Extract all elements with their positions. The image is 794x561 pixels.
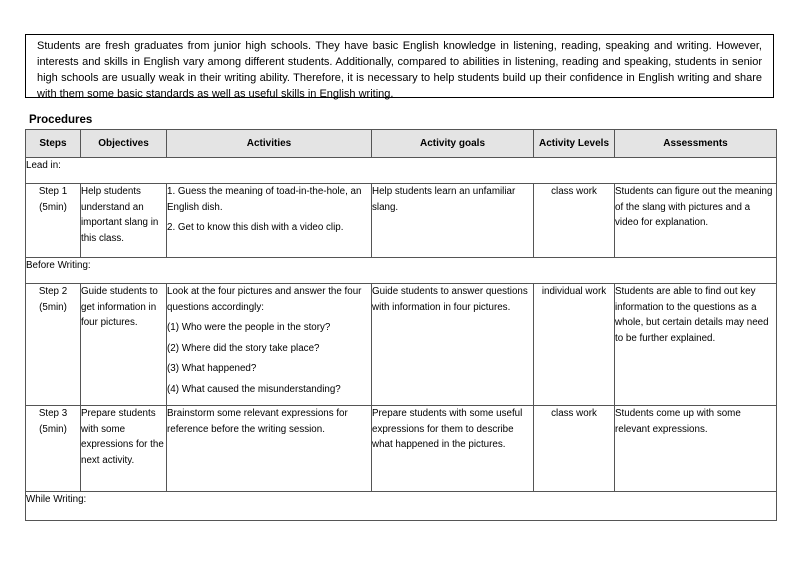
level-cell: class work	[534, 406, 615, 492]
header-activity-goals: Activity goals	[372, 130, 534, 158]
level-cell: individual work	[534, 284, 615, 406]
step-cell	[26, 406, 81, 492]
activity-line: 2. Get to know this dish with a video clip.	[167, 222, 344, 233]
activity-line: (2) Where did the story take place?	[167, 342, 320, 354]
step-time: (5min)	[39, 301, 67, 313]
intro-paragraph: Students are fresh graduates from junior high schools. They have basic English knowledge in listening, reading, speaking and writing. However, interests and skills in English vary among different students. Additionally, compared to abilities in listening, reading and speaking, students in senior high schools are usually weak in their writing ability. Therefore, it is necessary to help students build up their confidence in English writing and share with them some basic standards as well as useful skills in English writing.	[25, 34, 774, 98]
step-time: (5min)	[39, 423, 67, 435]
table-row-step2	[26, 284, 777, 406]
header-activity-levels: Activity Levels	[534, 130, 615, 158]
section-row-while-writing	[26, 492, 777, 521]
assessment-cell: Students are able to find out key information to the questions as a whole, but certain details may need to be further explained.	[615, 284, 777, 406]
table-row-step3	[26, 406, 777, 492]
activity-line: (1) Who were the people in the story?	[167, 322, 331, 333]
table-row-step1	[26, 184, 777, 258]
section-label: Before Writing:	[26, 258, 777, 284]
step-time: (5min)	[39, 201, 67, 213]
header-activities: Activities	[167, 130, 372, 158]
level-cell: class work	[534, 184, 615, 258]
step-label: Step 3	[38, 408, 68, 419]
step-label: Step 2	[38, 286, 68, 297]
section-label: Lead in:	[26, 158, 777, 184]
procedures-heading: Procedures	[29, 114, 93, 126]
activity-line: Look at the four pictures and answer the four questions accordingly:	[167, 286, 362, 313]
activity-line: (4) What caused the misunderstanding?	[167, 383, 341, 395]
assessment-cell: Students come up with some relevant expressions.	[615, 406, 777, 492]
goal-cell: Help students learn an unfamiliar slang.	[372, 184, 534, 258]
header-assessments: Assessments	[615, 130, 777, 158]
objective-cell: Prepare students with some expressions for the next activity.	[81, 406, 167, 492]
activities-cell	[167, 184, 372, 258]
header-objectives: Objectives	[81, 130, 167, 158]
activity-line: 1. Guess the meaning of toad-in-the-hole, an English dish.	[167, 186, 362, 213]
objective-cell: Guide students to get information in four pictures.	[81, 284, 167, 406]
activities-cell	[167, 406, 372, 492]
step-cell	[26, 184, 81, 258]
header-steps: Steps	[26, 130, 81, 158]
goal-cell: Prepare students with some useful expressions for them to describe what happened in the pictures.	[372, 406, 534, 492]
objective-cell: Help students understand an important slang in this class.	[81, 184, 167, 258]
step-label: Step 1	[38, 186, 68, 197]
procedures-table	[25, 129, 777, 521]
section-row-lead-in	[26, 158, 777, 184]
header-row	[26, 130, 777, 158]
assessment-cell: Students can figure out the meaning of the slang with pictures and a video for explanation.	[615, 184, 777, 258]
activity-line: Brainstorm some relevant expressions for reference before the writing session.	[167, 408, 348, 435]
activity-line: (3) What happened?	[167, 363, 257, 374]
step-cell	[26, 284, 81, 406]
section-row-before-writing	[26, 258, 777, 284]
activities-cell	[167, 284, 372, 406]
goal-cell: Guide students to answer questions with information in four pictures.	[372, 284, 534, 406]
section-label: While Writing:	[26, 492, 777, 521]
